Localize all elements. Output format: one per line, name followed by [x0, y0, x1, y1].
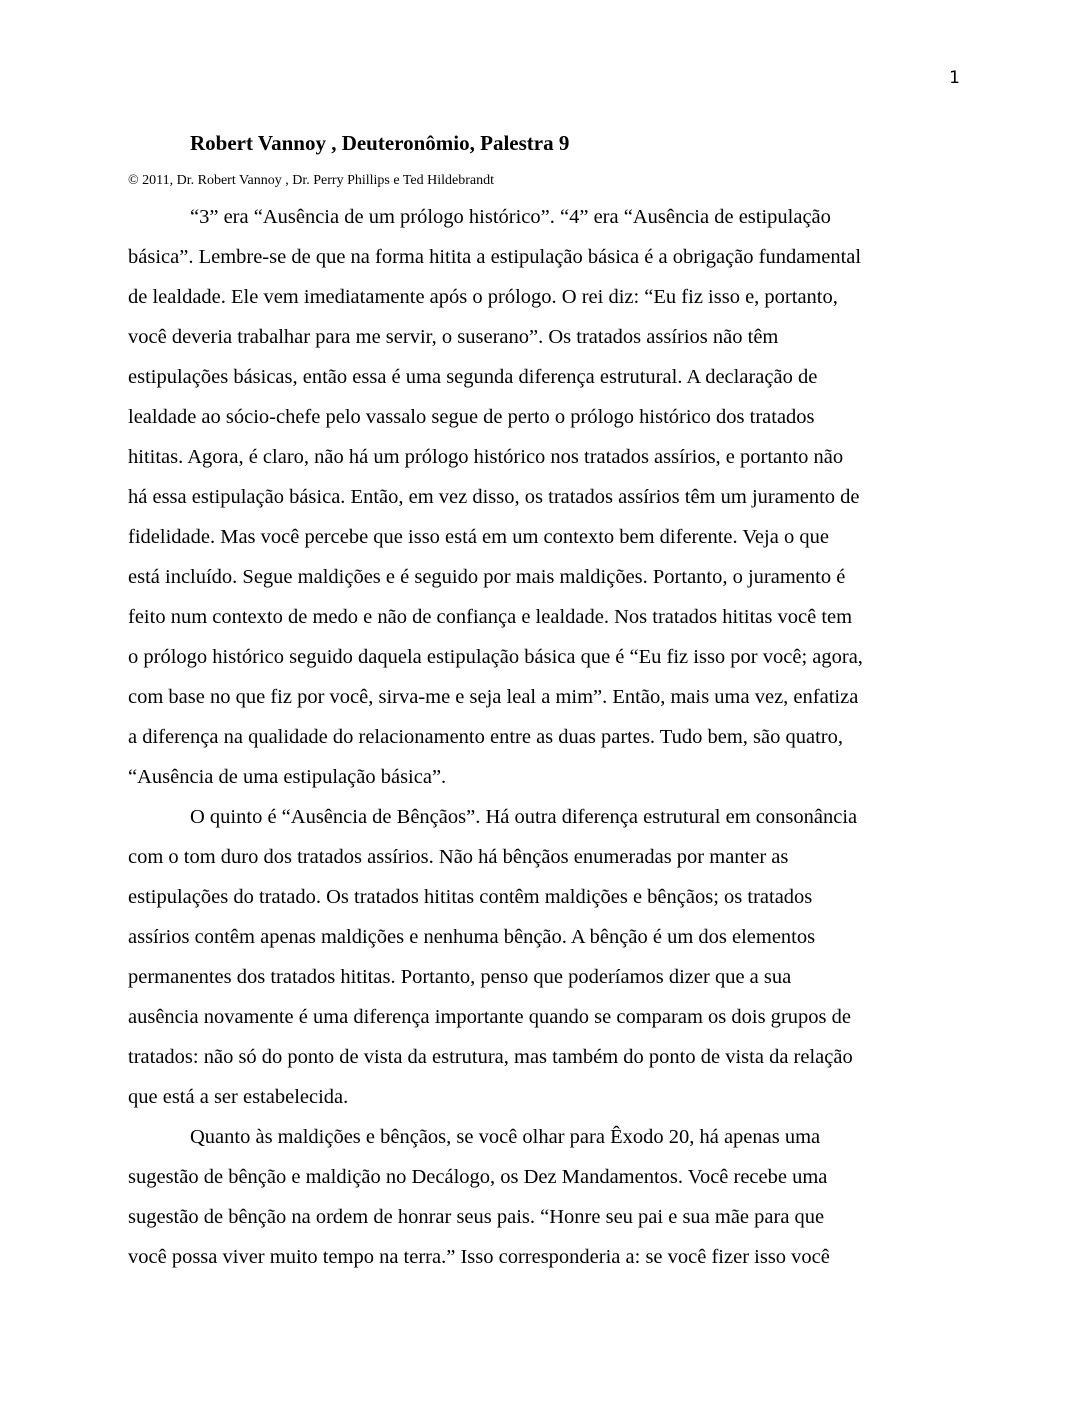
text-line: fidelidade. Mas você percebe que isso está em um contexto bem diferente. Veja o que: [128, 526, 829, 548]
text-line: feito num contexto de medo e não de confiança e lealdade. Nos tratados hititas você tem: [128, 606, 853, 628]
text-line: “3” era “Ausência de um prólogo histórico”. “4” era “Ausência de estipulação: [190, 206, 831, 228]
paragraph: [128, 1120, 958, 1280]
text-line: ausência novamente é uma diferença importante quando se comparam os dois grupos de: [128, 1006, 851, 1028]
text-line: de lealdade. Ele vem imediatamente após o prólogo. O rei diz: “Eu fiz isso e, portanto,: [128, 286, 838, 308]
text-line: que está a ser estabelecida.: [128, 1086, 349, 1108]
text-line: sugestão de bênção e maldição no Decálogo, os Dez Mandamentos. Você recebe uma: [128, 1166, 828, 1188]
text-line: hititas. Agora, é claro, não há um prólogo histórico nos tratados assírios, e portanto não: [128, 446, 844, 468]
document-body: [128, 200, 958, 1280]
text-line: O quinto é “Ausência de Bênçãos”. Há outra diferença estrutural em consonância: [190, 806, 858, 828]
text-line: a diferença na qualidade do relacionamento entre as duas partes. Tudo bem, são quatro,: [128, 726, 843, 748]
text-line: estipulações básicas, então essa é uma segunda diferença estrutural. A declaração de: [128, 366, 818, 388]
text-line: sugestão de bênção na ordem de honrar seus pais. “Honre seu pai e sua mãe para que: [128, 1206, 825, 1228]
text-line: estipulações do tratado. Os tratados hititas contêm maldições e bênçãos; os tratados: [128, 886, 813, 908]
paragraph: [128, 200, 958, 800]
text-line: há essa estipulação básica. Então, em vez disso, os tratados assírios têm um juramento de: [128, 486, 860, 508]
document-title: Robert Vannoy , Deuteronômio, Palestra 9: [190, 131, 570, 155]
page-number: 1: [949, 68, 960, 88]
text-line: está incluído. Segue maldições e é seguido por mais maldições. Portanto, o juramento é: [128, 566, 846, 588]
text-line: você deveria trabalhar para me servir, o suserano”. Os tratados assírios não têm: [128, 326, 779, 348]
text-line: tratados: não só do ponto de vista da estrutura, mas também do ponto de vista da relação: [128, 1046, 853, 1068]
text-line: você possa viver muito tempo na terra.” Isso corresponderia a: se você fizer isso você: [128, 1246, 830, 1268]
text-line: assírios contêm apenas maldições e nenhuma bênção. A bênção é um dos elementos: [128, 926, 816, 948]
copyright-line: © 2011, Dr. Robert Vannoy , Dr. Perry Phillips e Ted Hildebrandt: [128, 173, 494, 188]
text-line: Quanto às maldições e bênçãos, se você olhar para Êxodo 20, há apenas uma: [190, 1126, 821, 1148]
text-line: básica”. Lembre-se de que na forma hitita a estipulação básica é a obrigação fundamental: [128, 246, 862, 268]
text-line: permanentes dos tratados hititas. Portanto, penso que poderíamos dizer que a sua: [128, 966, 792, 988]
text-line: “Ausência de uma estipulação básica”.: [128, 766, 447, 788]
paragraph: [128, 800, 958, 1120]
text-line: com o tom duro dos tratados assírios. Não há bênçãos enumeradas por manter as: [128, 846, 789, 868]
text-line: lealdade ao sócio-chefe pelo vassalo segue de perto o prólogo histórico dos tratados: [128, 406, 815, 428]
text-line: com base no que fiz por você, sirva-me e seja leal a mim”. Então, mais uma vez, enfatiza: [128, 686, 859, 708]
text-line: o prólogo histórico seguido daquela estipulação básica que é “Eu fiz isso por você; agora,: [128, 646, 863, 668]
